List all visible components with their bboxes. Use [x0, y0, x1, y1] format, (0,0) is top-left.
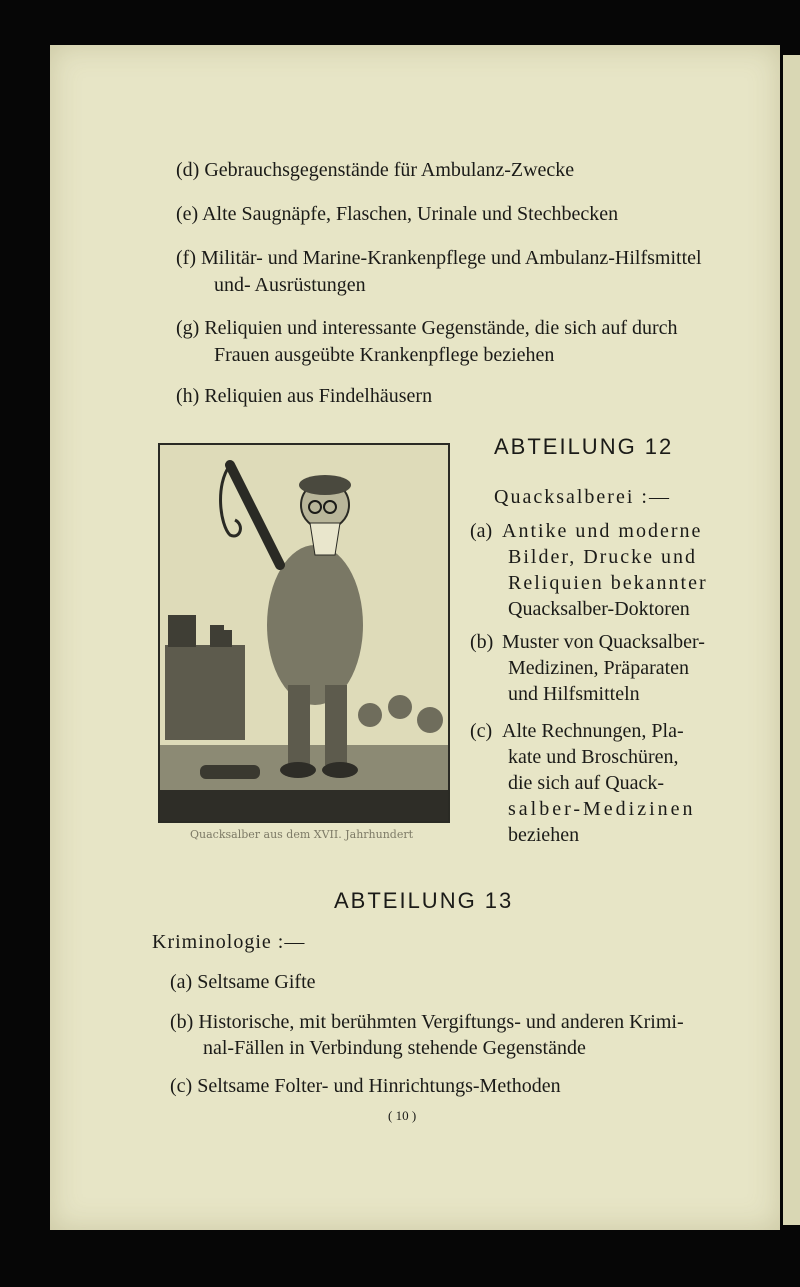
- section-12-heading: ABTEILUNG 12: [494, 434, 674, 459]
- s12-item-a-line: Antike und moderne: [502, 520, 703, 542]
- item-f-cont: und- Ausrüstungen: [214, 274, 366, 296]
- s12-item-a-line: Bilder, Drucke und: [508, 546, 698, 568]
- quack-doctor-illustration: [158, 443, 450, 823]
- engraving-figure: [160, 445, 448, 821]
- section-12-subtitle: Quacksalberei :—: [494, 486, 671, 508]
- s12-item-a-line: Quacksalber-Doktoren: [508, 598, 690, 620]
- section-13-subtitle: Kriminologie :—: [152, 931, 306, 953]
- quack-leg: [288, 685, 310, 765]
- item-g-cont: Frauen ausgeübte Krankenpflege beziehen: [214, 344, 555, 366]
- item-h: (h) Reliquien aus Findelhäusern: [176, 385, 433, 407]
- item-d: (d) Gebrauchsgegenstände für Ambulanz-Zwecke: [176, 159, 575, 181]
- s12-item-c-line: salber-Medizinen: [508, 798, 696, 820]
- next-page-edge: [783, 55, 800, 1225]
- s12-item-c-line: kate und Broschüren,: [508, 746, 679, 768]
- bottles: [168, 615, 196, 647]
- s12-item-a-line: Reliquien bekannter: [508, 572, 708, 594]
- s12-item-b-line: Muster von Quacksalber-: [502, 631, 705, 653]
- s12-item-c-label: (c): [470, 720, 493, 742]
- quack-beard: [310, 523, 340, 555]
- onlooker: [388, 695, 412, 719]
- box: [200, 765, 260, 779]
- s12-item-b-label: (b): [470, 631, 494, 653]
- table: [165, 645, 245, 740]
- onlooker: [417, 707, 443, 733]
- item-g: (g) Reliquien und interessante Gegenstände, die sich auf durch: [176, 317, 678, 339]
- figure-caption: Quacksalber aus dem XVII. Jahrhundert: [190, 828, 414, 841]
- onlooker: [358, 703, 382, 727]
- s12-item-a-label: (a): [470, 520, 493, 542]
- section-13-heading: ABTEILUNG 13: [334, 888, 514, 913]
- s12-item-c-line: beziehen: [508, 824, 580, 846]
- s12-item-b-line: Medizinen, Präparaten: [508, 657, 690, 679]
- s12-item-c-line: die sich auf Quack-: [508, 772, 665, 794]
- item-e: (e) Alte Saugnäpfe, Flaschen, Urinale und Stechbecken: [176, 203, 619, 225]
- page-number: ( 10 ): [388, 1108, 417, 1123]
- s13-item-b: (b) Historische, mit berühmten Vergiftungs- und anderen Krimi-: [170, 1011, 684, 1033]
- s12-item-b-line: und Hilfsmitteln: [508, 683, 640, 705]
- s12-item-c-line: Alte Rechnungen, Pla-: [502, 720, 684, 742]
- quack-hat: [299, 475, 351, 495]
- s13-item-a: (a) Seltsame Gifte: [170, 971, 316, 993]
- s13-item-b-cont: nal-Fällen in Verbindung stehende Gegenstände: [203, 1037, 586, 1059]
- s13-item-c: (c) Seltsame Folter- und Hinrichtungs-Methoden: [170, 1075, 561, 1097]
- stage-base: [160, 790, 448, 821]
- item-f: (f) Militär- und Marine-Krankenpflege und Ambulanz-Hilfsmittel: [176, 247, 702, 269]
